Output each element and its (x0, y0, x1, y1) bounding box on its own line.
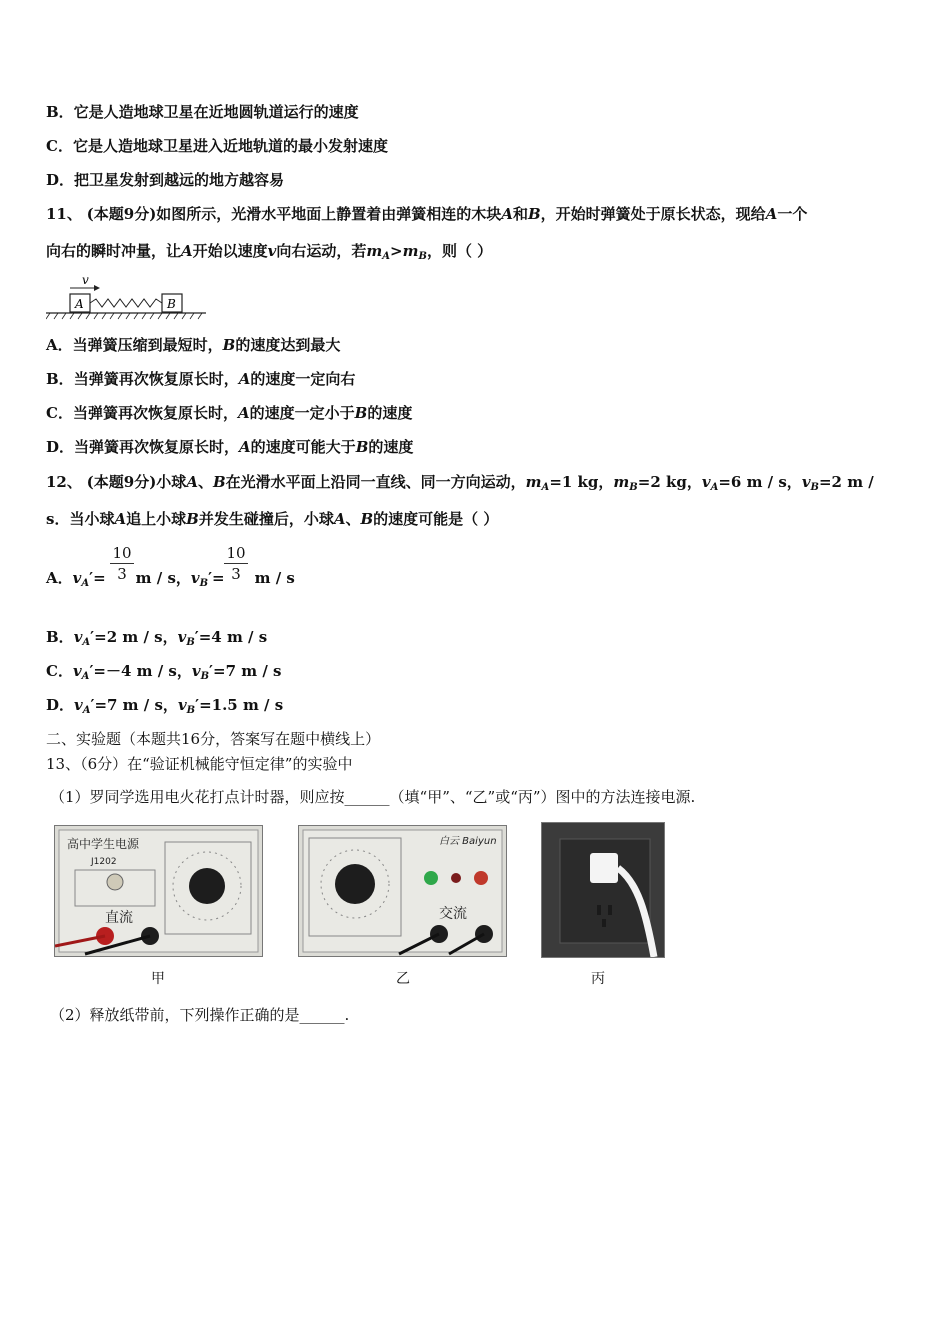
q11-option-d: D．当弹簧再次恢复原长时，A的速度可能大于B的速度 (46, 438, 414, 456)
svg-text:直流: 直流 (105, 910, 133, 926)
photo-yi-ac-supply (298, 825, 507, 957)
svg-text:交流: 交流 (439, 906, 467, 922)
q12-option-c: C．$v_A'=-4$ m / s，$v_B'=7$ m / s (46, 662, 282, 682)
spring (90, 299, 162, 307)
caption-jia: 甲 (151, 971, 165, 987)
q12-stem-line1: 12、 (本题9分)小球A、B在光滑水平面上沿同一直线、同一方向运动，$m_A=1$ kg，$m_B=2$ kg，$v_A=6$ m / s，$v_B=2$ m / (46, 473, 874, 493)
q10-option-b: B．它是人造地球卫星在近地圆轨道运行的速度 (46, 103, 359, 121)
spring-block-figure (46, 272, 206, 324)
svg-text:J1202: J1202 (91, 857, 117, 867)
q13-title: 13、（6分）在“验证机械能守恒定律”的实验中 (46, 755, 353, 773)
q11-option-a: A．当弹簧压缩到最短时，B的速度达到最大 (46, 336, 341, 354)
q12-option-a: A．$v_A'= m / s$，$v_B'= m / s$ (46, 569, 295, 589)
q13-sub1: （1）罗同学选用电火花打点计时器，则应按______（填“甲”、“乙”或“丙”）图中的方法连接电源. (50, 788, 696, 806)
q10-option-d: D．把卫星发射到越远的地方越容易 (46, 171, 285, 189)
svg-text:高中学生电源: 高中学生电源 (67, 837, 140, 851)
q11-stem-line1: 11、 (本题9分)如图所示，光滑水平地面上静置着由弹簧相连的木块A和B，开始时弹簧处于原长状态，现给A一个 (46, 205, 808, 223)
q11-stem-line2: 向右的瞬时冲量，让A开始以速度v向右运动，若$m_A>m_B$，则（ ） (46, 242, 493, 262)
q11-option-c: C．当弹簧再次恢复原长时，A的速度一定小于B的速度 (46, 404, 413, 422)
velocity-label: v (82, 273, 89, 287)
svg-text:A: A (75, 297, 84, 311)
q13-sub2: （2）释放纸带前，下列操作正确的是______. (50, 1006, 350, 1024)
section-2-heading: 二、实验题（本题共16分，答案写在题中横线上） (46, 730, 381, 748)
caption-yi: 乙 (396, 971, 410, 987)
q12-stem-line2: s．当小球A追上小球B并发生碰撞后，小球A、B的速度可能是（ ） (46, 510, 499, 528)
svg-text:白云 Baiyun: 白云 Baiyun (439, 836, 497, 847)
fraction-vb: $\frac{10}{3}$ (224, 543, 248, 584)
caption-bing: 丙 (591, 971, 605, 987)
q11-option-b: B．当弹簧再次恢复原长时，A的速度一定向右 (46, 370, 356, 388)
fraction-va: $\frac{10}{3}$ (110, 543, 134, 584)
photo-bing-wall-outlet (541, 822, 665, 958)
photo-jia-dc-supply (54, 825, 263, 957)
q12-option-b: B．$v_A'=2$ m / s，$v_B'=4$ m / s (46, 628, 268, 648)
q12-option-d: D．$v_A'=7$ m / s，$v_B'=1.5$ m / s (46, 696, 284, 716)
svg-text:B: B (167, 297, 176, 311)
q10-option-c: C．它是人造地球卫星进入近地轨道的最小发射速度 (46, 137, 388, 155)
